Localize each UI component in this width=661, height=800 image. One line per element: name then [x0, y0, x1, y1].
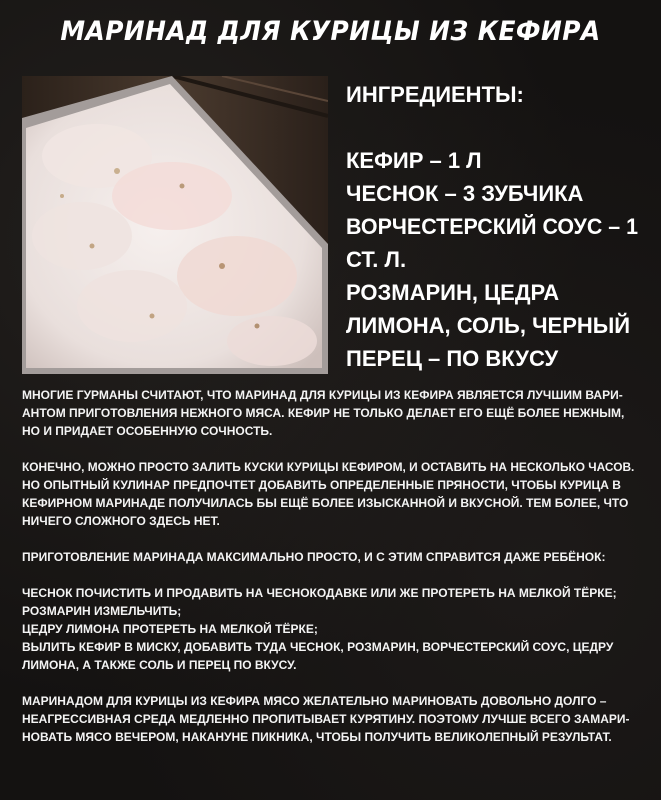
text-line: КЕФИРНОМ МАРИНАДЕ ПОЛУЧИЛАСЬ БЫ ЕЩЁ БОЛЕЕ ИЗЫСКАННОЙ И ВКУСНОЙ. ТЕМ БОЛЕЕ, ЧТО: [22, 496, 629, 510]
text-line: КОНЕЧНО, МОЖНО ПРОСТО ЗАЛИТЬ КУСКИ КУРИЦЫ КЕФИРОМ, И ОСТАВИТЬ НА НЕСКОЛЬКО ЧАСОВ.: [22, 460, 635, 474]
ingredients-block: [346, 78, 646, 375]
paragraph-spices: [22, 458, 639, 530]
ingredient-line: ЧЕСНОК – 3 ЗУБЧИКА: [346, 181, 584, 206]
page-title: МАРИНАД ДЛЯ КУРИЦЫ ИЗ КЕФИРА: [60, 16, 601, 47]
text-line: МАРИНАДОМ ДЛЯ КУРИЦЫ ИЗ КЕФИРА МЯСО ЖЕЛАТЕЛЬНО МАРИНОВАТЬ ДОВОЛЬНО ДОЛГО –: [22, 694, 607, 708]
paragraph-preparation-intro: [22, 548, 639, 566]
ingredient-line: КЕФИР – 1 Л: [346, 148, 482, 173]
step-line: РОЗМАРИН ИЗМЕЛЬЧИТЬ;: [22, 604, 182, 618]
ingredients-heading: ИНГРЕДИЕНТЫ:: [346, 82, 524, 107]
ingredient-line: СТ. Л.: [346, 247, 407, 272]
ingredient-line: РОЗМАРИН, ЦЕДРА: [346, 280, 560, 305]
chicken-marinade-photo: [22, 76, 328, 374]
text-line: НО ОПЫТНЫЙ КУЛИНАР ПРЕДПОЧТЕТ ДОБАВИТЬ ОПРЕДЕЛЕННЫЕ ПРЯНОСТИ, ЧТОБЫ КУРИЦА В: [22, 478, 621, 492]
text-line: АНТОМ ПРИГОТОВЛЕНИЯ НЕЖНОГО МЯСА. КЕФИР НЕ ТОЛЬКО ДЕЛАЕТ ЕГО ЕЩЁ БОЛЕЕ НЕЖНЫМ,: [22, 406, 625, 420]
ingredient-line: ЛИМОНА, СОЛЬ, ЧЕРНЫЙ: [346, 313, 631, 338]
text-line: НИЧЕГО СЛОЖНОГО ЗДЕСЬ НЕТ.: [22, 514, 220, 528]
step-line: ЦЕДРУ ЛИМОНА ПРОТЕРЕТЬ НА МЕЛКОЙ ТЁРКЕ;: [22, 622, 318, 636]
ingredient-line: ПЕРЕЦ – ПО ВКУСУ: [346, 346, 559, 371]
text-line: НОВАТЬ МЯСО ВЕЧЕРОМ, НАКАНУНЕ ПИКНИКА, ЧТОБЫ ПОЛУЧИТЬ ВЕЛИКОЛЕПНЫЙ РЕЗУЛЬТАТ.: [22, 730, 612, 744]
step-line: ЛИМОНА, А ТАКЖЕ СОЛЬ И ПЕРЕЦ ПО ВКУСУ.: [22, 658, 297, 672]
ingredient-line: ВОРЧЕСТЕРСКИЙ СОУС – 1: [346, 214, 639, 239]
text-line: НЕАГРЕССИВНАЯ СРЕДА МЕДЛЕННО ПРОПИТЫВАЕТ КУРЯТИНУ. ПОЭТОМУ ЛУЧШЕ ВСЕГО ЗАМАРИ-: [22, 712, 630, 726]
paragraph-marinating-time: [22, 692, 639, 746]
paragraph-intro: [22, 386, 639, 440]
text-line: НО И ПРИДАЕТ ОСОБЕННУЮ СОЧНОСТЬ.: [22, 424, 273, 438]
text-line: ПРИГОТОВЛЕНИЕ МАРИНАДА МАКСИМАЛЬНО ПРОСТО, И С ЭТИМ СПРАВИТСЯ ДАЖЕ РЕБЁНОК:: [22, 550, 606, 564]
step-line: ВЫЛИТЬ КЕФИР В МИСКУ, ДОБАВИТЬ ТУДА ЧЕСНОК, РОЗМАРИН, ВОРЧЕСТЕРСКИЙ СОУС, ЦЕДРУ: [22, 640, 614, 654]
paragraph-steps: [22, 584, 639, 674]
article-body: [22, 386, 639, 764]
step-line: ЧЕСНОК ПОЧИСТИТЬ И ПРОДАВИТЬ НА ЧЕСНОКОДАВКЕ ИЛИ ЖЕ ПРОТЕРЕТЬ НА МЕЛКОЙ ТЁРКЕ;: [22, 586, 617, 600]
text-line: МНОГИЕ ГУРМАНЫ СЧИТАЮТ, ЧТО МАРИНАД ДЛЯ КУРИЦЫ ИЗ КЕФИРА ЯВЛЯЕТСЯ ЛУЧШИМ ВАРИ-: [22, 388, 623, 402]
